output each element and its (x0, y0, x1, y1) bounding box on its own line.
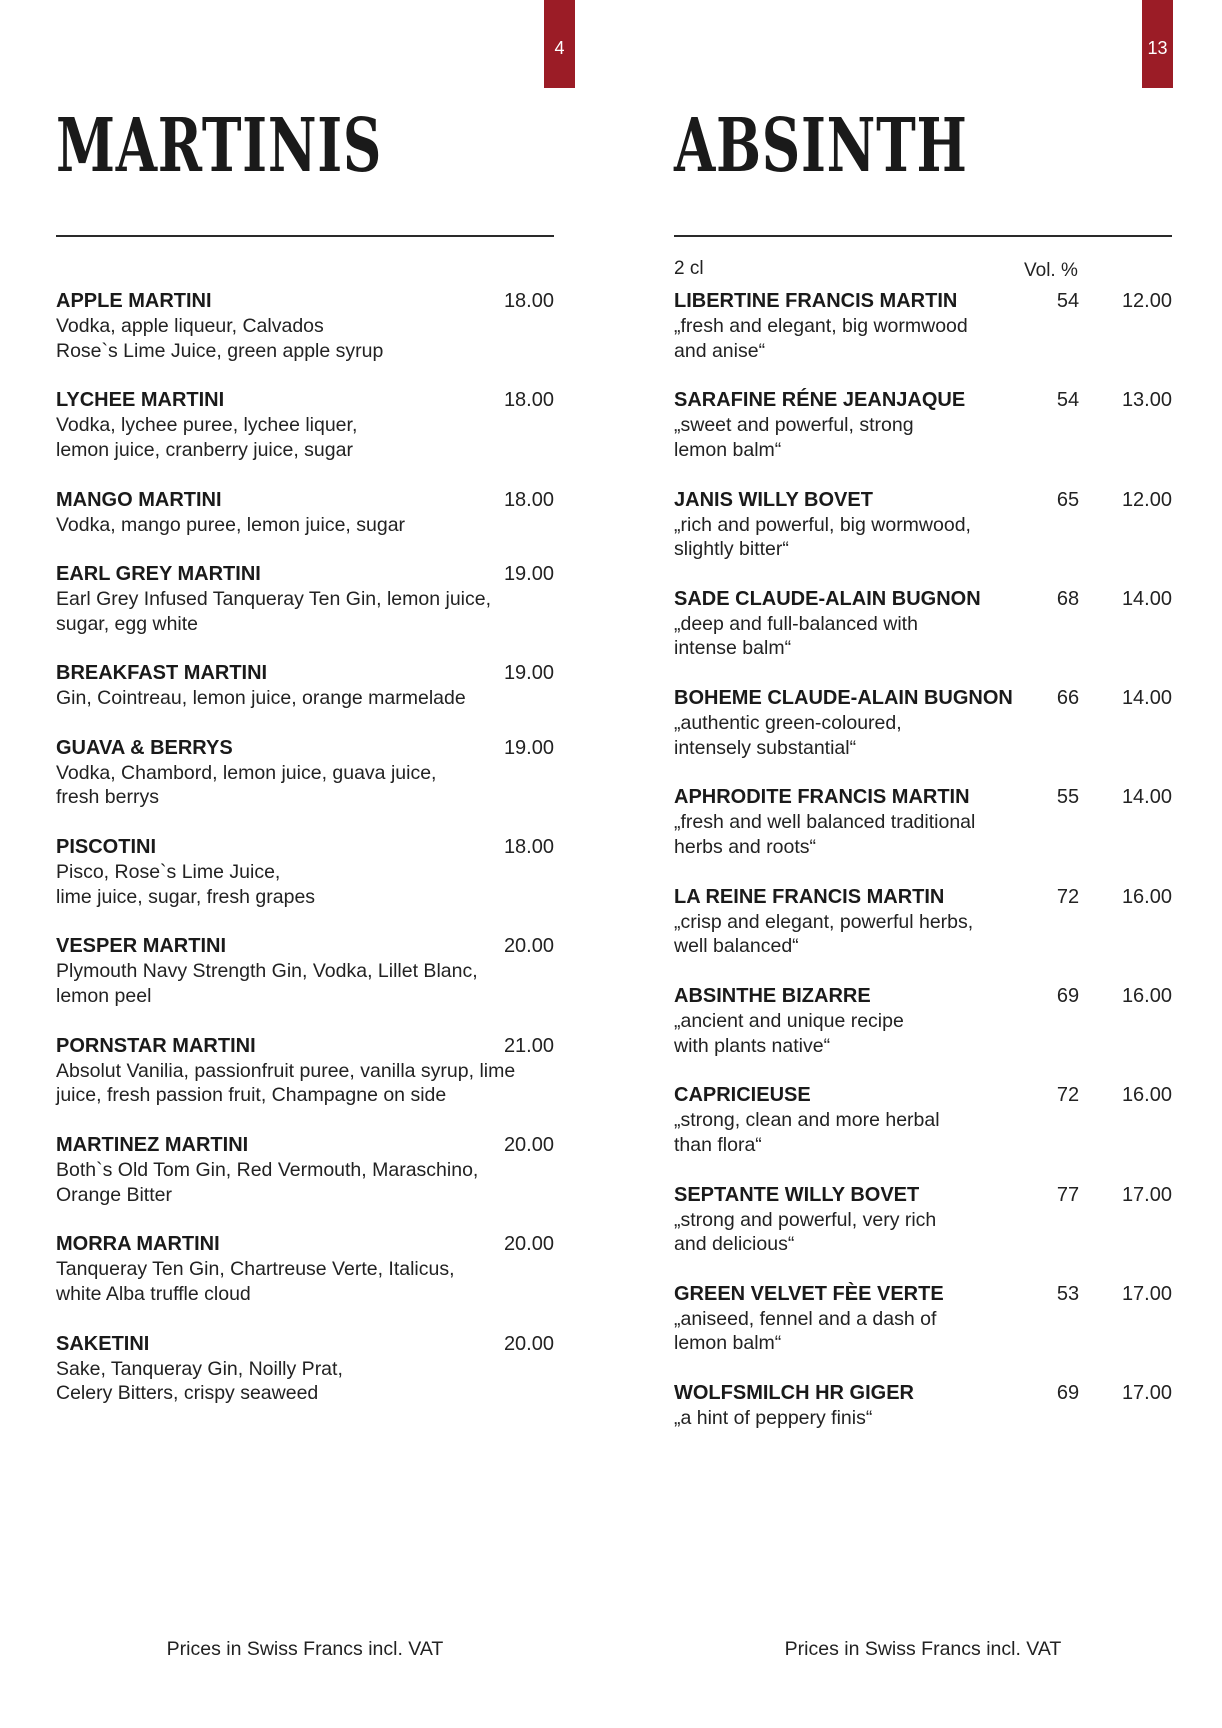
description-line: Gin, Cointreau, lemon juice, orange marmelade (56, 687, 466, 710)
item-description (56, 1357, 343, 1406)
description-line: lemon peel (56, 984, 152, 1007)
item-name: LYCHEE MARTINI (56, 389, 225, 412)
item-name: BREAKFAST MARTINI (56, 662, 268, 685)
description-line: Earl Grey Infused Tanqueray Ten Gin, lemon juice, (56, 588, 492, 611)
item-vol-percent: 53 (1056, 1282, 1080, 1305)
item-name: SARAFINE RÉNE JEANJAQUE (674, 389, 966, 412)
description-line: Orange Bitter (56, 1183, 172, 1206)
menu-item (56, 488, 554, 563)
description-line: „fresh and elegant, big wormwood (674, 315, 968, 337)
item-price: 20.00 (503, 1233, 554, 1256)
item-vol-percent: 68 (1056, 587, 1080, 610)
menu-item (674, 587, 1172, 686)
description-line: slightly bitter“ (674, 538, 789, 561)
item-price: 17.00 (1121, 1183, 1172, 1206)
menu-item (56, 1232, 554, 1331)
menu-item (674, 488, 1172, 587)
item-price: 16.00 (1121, 985, 1172, 1008)
menu-item (674, 1381, 1172, 1456)
description-line: Sake, Tanqueray Gin, Noilly Prat, (56, 1357, 343, 1380)
vol-percent-header: Vol. % (1024, 260, 1078, 281)
description-line: well balanced“ (674, 935, 799, 958)
description-line: white Alba truffle cloud (56, 1282, 251, 1305)
item-price: 12.00 (1121, 488, 1172, 511)
item-price: 18.00 (503, 389, 554, 412)
item-name: CAPRICIEUSE (674, 1084, 811, 1107)
item-name: ABSINTHE BIZARRE (674, 985, 871, 1008)
item-vol-percent: 54 (1056, 389, 1080, 412)
item-description (56, 1059, 515, 1108)
description-line: fresh berrys (56, 786, 159, 809)
item-name: APHRODITE FRANCIS MARTIN (674, 786, 970, 809)
title-divider (674, 235, 1172, 237)
absinth-page (674, 0, 1172, 1728)
menu-item (56, 661, 554, 736)
item-price: 19.00 (503, 662, 554, 685)
menu-item (674, 1083, 1172, 1182)
description-line: Plymouth Navy Strength Gin, Vodka, Lillet Blanc, (56, 960, 478, 983)
item-price: 19.00 (503, 736, 554, 759)
item-description (674, 1406, 872, 1431)
price-footnote: Prices in Swiss Francs incl. VAT (784, 1638, 1062, 1660)
description-line: Vodka, lychee puree, lychee liquer, (56, 414, 358, 437)
description-line: „rich and powerful, big wormwood, (674, 513, 971, 536)
item-description (56, 413, 357, 462)
item-description (674, 1009, 904, 1058)
description-line: „deep and full-balanced with (674, 612, 918, 635)
menu-item (56, 1332, 554, 1431)
item-description (674, 1208, 936, 1257)
menu-item (674, 984, 1172, 1083)
description-line: lemon balm“ (674, 438, 782, 461)
item-vol-percent: 72 (1056, 885, 1080, 908)
item-price: 20.00 (503, 1332, 554, 1355)
page-number-tab: 13 (1142, 0, 1173, 88)
menu-item (56, 934, 554, 1033)
item-name: SADE CLAUDE-ALAIN BUGNON (674, 587, 981, 610)
item-name: PISCOTINI (56, 836, 157, 859)
item-vol-percent: 69 (1056, 985, 1080, 1008)
item-name: EARL GREY MARTINI (56, 563, 261, 586)
menu-item (674, 1183, 1172, 1282)
item-vol-percent: 55 (1056, 786, 1080, 809)
serving-size-header: 2 cl (674, 258, 704, 279)
item-price: 16.00 (1121, 885, 1172, 908)
description-line: „strong, clean and more herbal (674, 1109, 940, 1132)
item-price: 16.00 (1121, 1084, 1172, 1107)
description-line: sugar, egg white (56, 612, 199, 635)
menu-item (674, 885, 1172, 984)
description-line: intense balm“ (674, 637, 792, 660)
item-price: 13.00 (1121, 389, 1172, 412)
item-price: 14.00 (1121, 786, 1172, 809)
description-line: „aniseed, fennel and a dash of (674, 1307, 937, 1330)
item-description (56, 1158, 478, 1207)
description-line: Tanqueray Ten Gin, Chartreuse Verte, Italicus, (56, 1258, 455, 1281)
item-description (674, 513, 971, 562)
item-price: 19.00 (503, 563, 554, 586)
description-line: Vodka, apple liqueur, Calvados (56, 315, 324, 337)
description-line: Vodka, Chambord, lemon juice, guava juice, (56, 761, 437, 784)
item-name: SAKETINI (56, 1332, 150, 1355)
item-description (674, 910, 973, 959)
item-description (674, 612, 918, 661)
item-name: GREEN VELVET FÈE VERTE (674, 1282, 944, 1305)
item-description (674, 711, 902, 760)
menu-item (56, 289, 554, 388)
section-title: ABSINTH (674, 103, 968, 189)
description-line: „authentic green-coloured, (674, 712, 902, 735)
item-price: 12.00 (1121, 290, 1172, 312)
description-line: and anise“ (674, 339, 766, 362)
item-vol-percent: 77 (1056, 1183, 1080, 1206)
description-line: Celery Bitters, crispy seaweed (56, 1382, 319, 1405)
martinis-page (56, 0, 565, 1728)
item-description (56, 686, 466, 711)
martini-list (56, 289, 554, 1431)
description-line: intensely substantial“ (674, 736, 857, 759)
item-description (674, 1108, 940, 1157)
item-vol-percent: 54 (1056, 290, 1080, 312)
item-description (56, 1257, 455, 1306)
page-number-tab: 4 (544, 0, 575, 88)
menu-item (674, 388, 1172, 487)
item-name: JANIS WILLY BOVET (674, 488, 873, 511)
item-name: WOLFSMILCH HR GIGER (674, 1382, 914, 1405)
description-line: with plants native“ (674, 1034, 831, 1057)
price-footnote: Prices in Swiss Francs incl. VAT (166, 1638, 444, 1660)
item-vol-percent: 72 (1056, 1084, 1080, 1107)
item-name: SEPTANTE WILLY BOVET (674, 1183, 920, 1206)
item-description (674, 1307, 936, 1356)
description-line: „a hint of peppery finis“ (674, 1407, 873, 1430)
item-description (674, 810, 975, 859)
menu-item (56, 562, 554, 661)
item-price: 20.00 (503, 935, 554, 958)
description-line: Pisco, Rose`s Lime Juice, (56, 861, 281, 884)
description-line: „ancient and unique recipe (674, 1010, 904, 1033)
description-line: „strong and powerful, very rich (674, 1208, 937, 1231)
description-line: „fresh and well balanced traditional (674, 811, 976, 834)
description-line: Rose`s Lime Juice, green apple syrup (56, 339, 384, 362)
menu-item (674, 686, 1172, 785)
item-price: 21.00 (503, 1034, 554, 1057)
item-description (56, 959, 478, 1008)
item-name: APPLE MARTINI (56, 290, 212, 312)
description-line: herbs and roots“ (674, 835, 816, 858)
item-name: VESPER MARTINI (56, 935, 227, 958)
item-name: LIBERTINE FRANCIS MARTIN (674, 290, 958, 312)
item-price: 14.00 (1121, 587, 1172, 610)
menu-item (56, 1034, 554, 1133)
description-line: lemon juice, cranberry juice, sugar (56, 438, 353, 461)
item-price: 17.00 (1121, 1382, 1172, 1405)
description-line: „crisp and elegant, powerful herbs, (674, 910, 974, 933)
item-price: 18.00 (503, 488, 554, 511)
menu-item (674, 289, 1172, 388)
description-line: Both`s Old Tom Gin, Red Vermouth, Maraschino, (56, 1159, 479, 1182)
description-line: and delicious“ (674, 1233, 795, 1256)
menu-item (674, 785, 1172, 884)
item-name: LA REINE FRANCIS MARTIN (674, 885, 945, 908)
item-description (674, 314, 968, 363)
description-line: Vodka, mango puree, lemon juice, sugar (56, 513, 406, 536)
description-line: „sweet and powerful, strong (674, 414, 914, 437)
item-vol-percent: 66 (1056, 687, 1080, 710)
item-name: MANGO MARTINI (56, 488, 222, 511)
absinth-list (674, 289, 1172, 1456)
title-divider (56, 235, 554, 237)
item-description (56, 587, 491, 636)
description-line: than flora“ (674, 1133, 762, 1156)
item-vol-percent: 65 (1056, 488, 1080, 511)
description-line: juice, fresh passion fruit, Champagne on side (56, 1084, 447, 1107)
item-price: 14.00 (1121, 687, 1172, 710)
item-price: 17.00 (1121, 1282, 1172, 1305)
item-name: MORRA MARTINI (56, 1233, 220, 1256)
description-line: lemon balm“ (674, 1332, 782, 1355)
menu-item (56, 1133, 554, 1232)
description-line: Absolut Vanilia, passionfruit puree, vanilla syrup, lime (56, 1059, 516, 1082)
section-title: MARTINIS (56, 103, 383, 189)
item-vol-percent: 69 (1056, 1382, 1080, 1405)
item-price: 20.00 (503, 1134, 554, 1157)
description-line: lime juice, sugar, fresh grapes (56, 885, 316, 908)
item-description (56, 860, 315, 909)
menu-item (56, 835, 554, 934)
item-name: GUAVA & BERRYS (56, 736, 233, 759)
item-description (56, 314, 383, 363)
item-name: BOHEME CLAUDE-ALAIN BUGNON (674, 687, 1013, 710)
item-description (56, 513, 405, 538)
item-price: 18.00 (503, 290, 554, 312)
menu-item (56, 388, 554, 487)
item-description (674, 413, 914, 462)
item-name: PORNSTAR MARTINI (56, 1034, 256, 1057)
menu-item (674, 1282, 1172, 1381)
item-description (56, 761, 436, 810)
item-name: MARTINEZ MARTINI (56, 1134, 249, 1157)
item-price: 18.00 (503, 836, 554, 859)
menu-item (56, 736, 554, 835)
